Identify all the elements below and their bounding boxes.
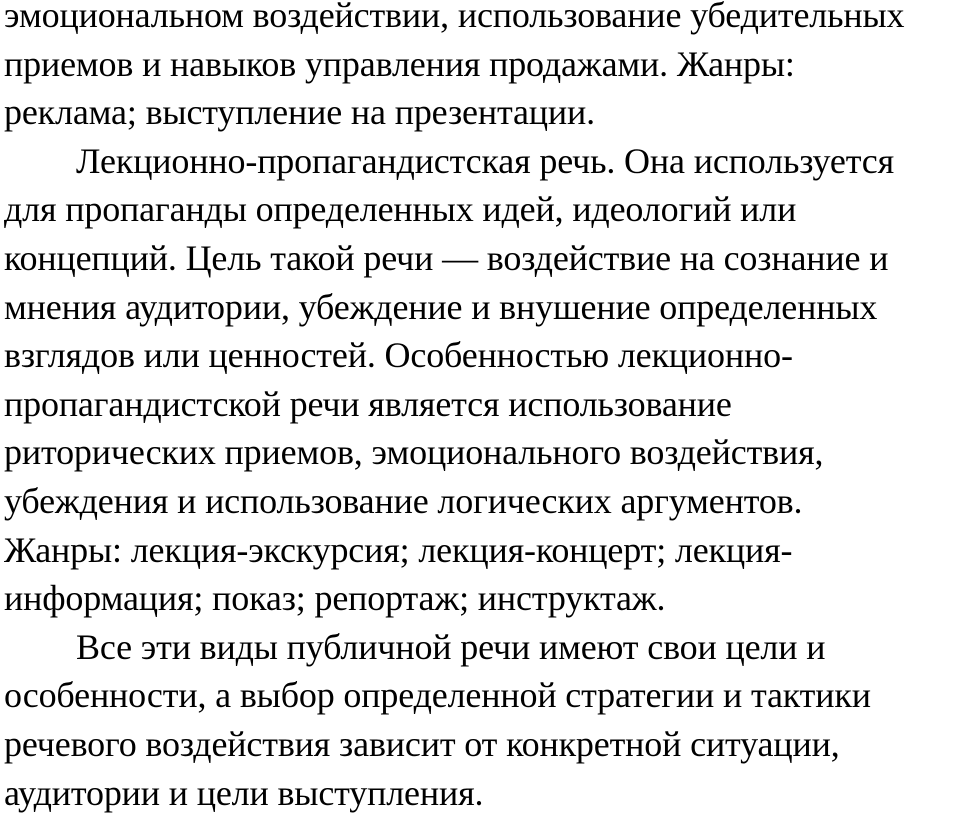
text-line-10: риторических приемов, эмоционального воздействия, <box>4 432 824 473</box>
text-line-1: эмоциональном воздействии, использование убедительных <box>4 0 905 35</box>
text-line-5: для пропаганды определенных идей, идеологий или <box>4 189 797 230</box>
text-line-2: приемов и навыков управления продажами. Жанры: <box>4 43 795 84</box>
text-line-11: убеждения и использование логических аргументов. <box>4 480 803 521</box>
text-line-17: аудитории и цели выступления. <box>4 772 484 813</box>
text-line-9: пропагандистской речи является использование <box>4 383 732 424</box>
text-line-12: Жанры: лекция-экскурсия; лекция-концерт; лекция- <box>4 529 793 570</box>
text-line-16: речевого воздействия зависит от конкретной ситуации, <box>4 723 840 764</box>
text-line-13: информация; показ; репортаж; инструктаж. <box>4 578 666 619</box>
paragraph-start-line-14: Все эти виды публичной речи имеют свои цели и <box>76 626 826 667</box>
document-text <box>4 0 960 817</box>
text-line-8: взглядов или ценностей. Особенностью лекционно- <box>4 335 793 376</box>
text-line-6: концепций. Цель такой речи — воздействие на сознание и <box>4 237 889 278</box>
text-line-15: особенности, а выбор определенной стратегии и тактики <box>4 675 871 716</box>
paragraph-start-line-4: Лекционно-пропагандистская речь. Она используется <box>76 140 894 181</box>
text-line-7: мнения аудитории, убеждение и внушение определенных <box>4 286 878 327</box>
text-line-3: реклама; выступление на презентации. <box>4 92 596 133</box>
